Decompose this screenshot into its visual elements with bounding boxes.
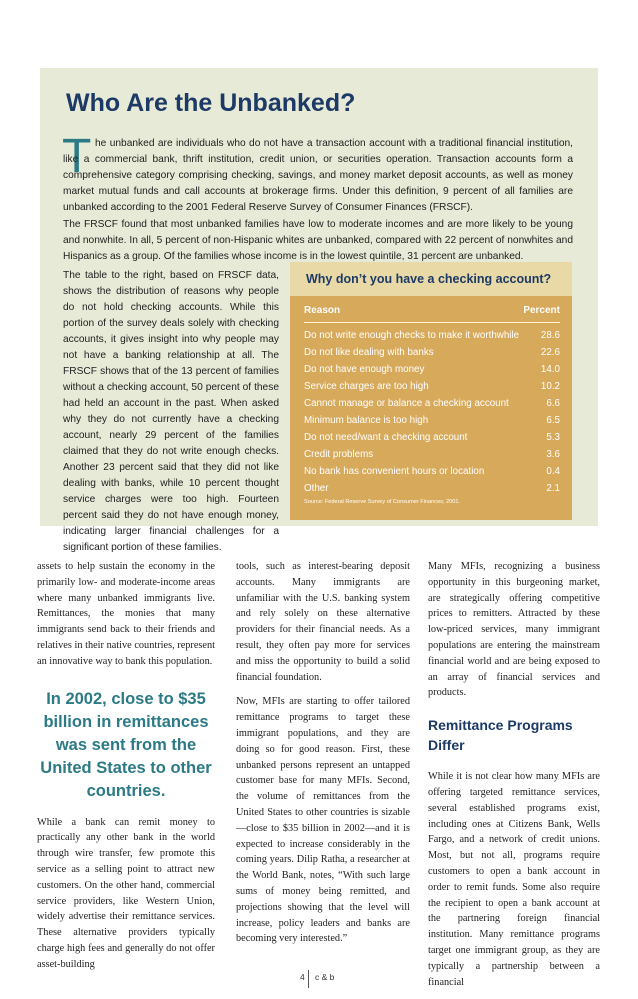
table-header-row xyxy=(304,305,560,319)
row-reason: Minimum balance is too high xyxy=(304,415,429,426)
row-reason: No bank has convenient hours or location xyxy=(304,466,485,477)
sidebar-title: Who Are the Unbanked? xyxy=(66,89,356,117)
drop-cap: T xyxy=(62,130,92,183)
row-percent: 3.6 xyxy=(546,449,560,460)
row-percent: 2.1 xyxy=(546,483,560,494)
section-subheading: Remittance Programs Differ xyxy=(428,717,573,754)
table-row xyxy=(304,447,560,463)
row-reason: Do not have enough money xyxy=(304,364,425,375)
table-row xyxy=(304,481,560,497)
column-2 xyxy=(236,559,410,956)
row-percent: 6.5 xyxy=(546,415,560,426)
table-title: Why don’t you have a checking account? xyxy=(290,262,572,296)
body-paragraph: Many MFIs, recognizing a business opportunity in this burgeoning market, are strategically offering competitive prices to remitters. Attracted by these low-priced services, many immigrant populations are entering the mainstream financial world and are being exposed to an array of financial services and products. xyxy=(428,561,600,699)
row-percent: 5.3 xyxy=(546,432,560,443)
body-paragraph: While a bank can remit money to practically any other bank in the world through wire transfer, few promote this service as a selling point to attract new customers. On the other hand, commercial service providers, like Western Union, widely advertise their remittance services. These alternative providers typically charge high fees and generally do not offer asset-building xyxy=(37,816,215,970)
column-3 xyxy=(428,559,600,999)
publication-mark: c & b xyxy=(315,972,335,982)
table-row xyxy=(304,362,560,378)
table-row xyxy=(304,396,560,412)
body-paragraph: While it is not clear how many MFIs are offering targeted remittance services, several established programs exist, including ones at Citizens Bank, Wells Fargo, and a network of credit unions. Most, but not all, programs require customers to open a bank account in order to remit funds. Some also require the recipient to open a bank account at the partnering foreign financial institution. Many remittance programs target one immigrant group, as they are typically a partnership between a financial xyxy=(428,771,600,988)
sidebar-paragraph-3: The table to the right, based on FRSCF data, shows the distribution of reasons why people do not hold checking accounts. While this portion of the survey deals solely with checking accounts, it gives insight into why people may not have a banking relationship at all. The FRSCF shows that of the 13 percent of families without a checking account, 50 percent of these had held an account in the past. When asked why they do not currently have a checking account, nearly 29 percent of the families claimed that they do not write enough checks. Another 23 percent said that they did not like dealing with banks, while 10 percent thought service charges were too high. Fourteen percent said they do not have enough money, indicating larger financial challenges for a significant portion of these families. xyxy=(63,270,279,553)
body-paragraph: tools, such as interest-bearing deposit accounts. Many immigrants are unfamiliar with the U.S. banking system and rely solely on these alternative providers for their financial needs. As a result, they often pay more for services and miss the opportunity to build a solid financial foundation. xyxy=(236,561,410,683)
page-number: 4 xyxy=(300,972,305,982)
body-paragraph: assets to help sustain the economy in the primarily low- and moderate-income areas where many unbanked immigrants live. Remittances, the monies that many immigrants send back to their friends and relatives in their native countries, represent an innovative way to bank this population. xyxy=(37,561,215,667)
body-paragraph: Now, MFIs are starting to offer tailored remittance programs to target these immigrant populations, and they are doing so for good reason. First, these unbanked persons represent an untapped customer base for many MFIs. Second, the volume of remittances from the United States to other countries is sizable—close to $35 billion in 2002—and it is expected to increase considerably in the coming years. Dilip Ratha, a researcher at the World Bank, notes, “With such large sums of money being remitted, and projections showing that the level will increase, policy leaders and banks are becoming very interested.” xyxy=(236,696,410,945)
table-source: Source: Federal Reserve Survey of Consumer Finances, 2001. xyxy=(304,499,461,505)
row-percent: 22.6 xyxy=(540,347,560,358)
row-reason: Cannot manage or balance a checking account xyxy=(304,398,509,409)
table-divider xyxy=(304,322,560,323)
row-percent: 6.6 xyxy=(546,398,560,409)
row-reason: Do not need/want a checking account xyxy=(304,432,468,443)
reasons-table xyxy=(290,262,572,520)
table-row xyxy=(304,464,560,480)
row-reason: Other xyxy=(304,483,329,494)
table-row xyxy=(304,413,560,429)
table-row xyxy=(304,328,560,344)
sidebar-paragraph-1: he unbanked are individuals who do not have a transaction account with a traditional financial institution, like a commercial bank, thrift institution, credit union, or securities operation. Transaction accounts form a comprehensive category comprising checking, savings, and money market deposit accounts, as well as money market mutual funds and call accounts at brokerage firms. Under this definition, 9 percent of all families are unbanked according to the 2001 Federal Reserve Survey of Consumer Finances (FRSCF). xyxy=(63,138,573,213)
table-row xyxy=(304,345,560,361)
pull-quote: In 2002, close to $35 billion in remittances was sent from the United States to other countries. xyxy=(40,689,212,800)
table-row xyxy=(304,379,560,395)
row-percent: 10.2 xyxy=(540,381,560,392)
row-reason: Credit problems xyxy=(304,449,374,460)
row-percent: 14.0 xyxy=(540,364,560,375)
table-header-percent: Percent xyxy=(523,305,560,316)
footer-divider xyxy=(308,970,309,988)
column-1 xyxy=(37,559,215,982)
row-reason: Service charges are too high xyxy=(304,381,429,392)
row-reason: Do not like dealing with banks xyxy=(304,347,434,358)
row-percent: 0.4 xyxy=(546,466,560,477)
row-percent: 28.6 xyxy=(540,330,560,341)
row-reason: Do not write enough checks to make it worthwhile xyxy=(304,330,520,341)
sidebar-paragraph-2: The FRSCF found that most unbanked families have low to moderate incomes and are more likely to be young and nonwhite. In all, 5 percent of non-Hispanic whites are unbanked, compared with 22 percent of nonwhites and Hispanics as a group. Of the families whose income is in the lowest quintile, 31 percent are unbanked. xyxy=(63,219,573,262)
table-header-reason: Reason xyxy=(304,305,341,316)
table-row xyxy=(304,430,560,446)
